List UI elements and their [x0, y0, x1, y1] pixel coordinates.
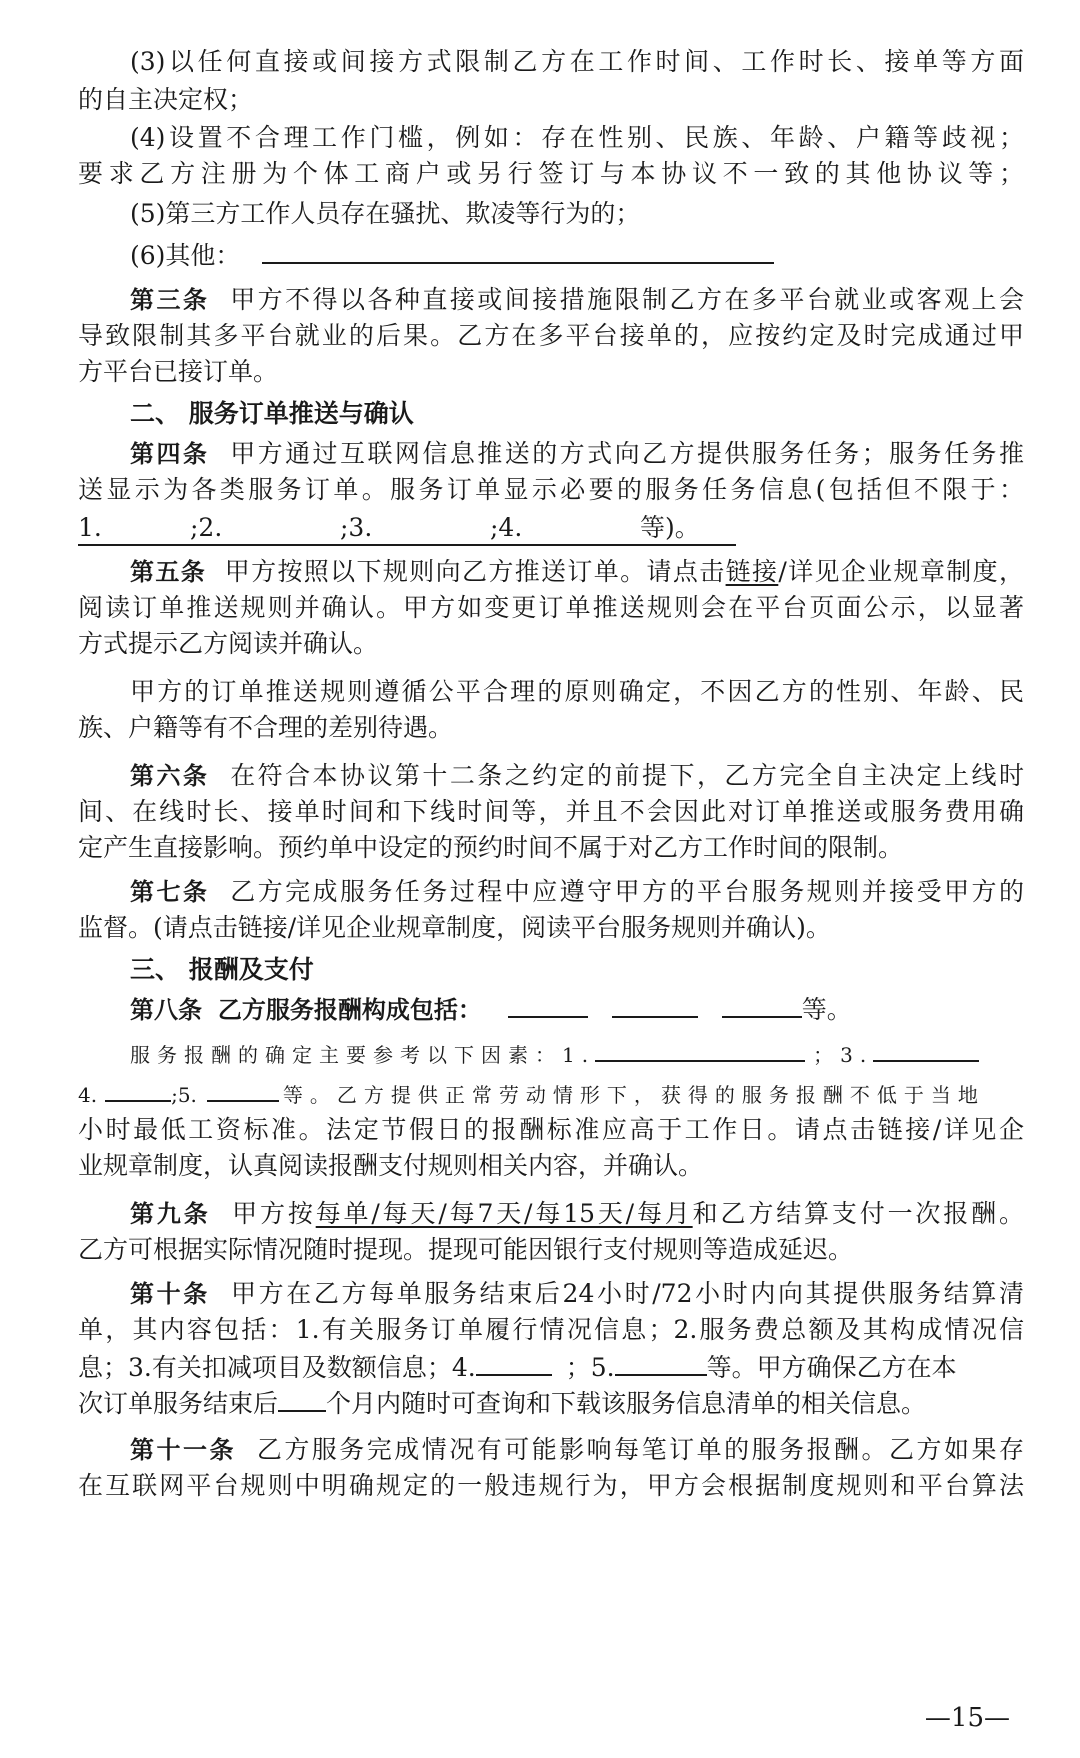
article10-line1	[130, 1276, 1024, 1312]
article3-label: 第三条	[130, 286, 210, 314]
article4-text1: 甲方通过互联网信息推送的方式向乙方提供服务任务；服务任务推	[230, 439, 1024, 468]
article8-factors-3: ；3.	[813, 1043, 874, 1067]
article8-line4: 小时最低工资标准。法定节假日的报酬标准应高于工作日。请点击链接/详见企	[78, 1115, 1024, 1144]
article8-factors-intro: 服务报酬的确定主要参考以下因素：1.	[130, 1043, 596, 1067]
article9-line2: 乙方可根据实际情况随时提现。提现可能因银行支付规则等造成延迟。	[78, 1235, 854, 1264]
article6-line2: 间、在线时长、接单时间和下线时间等，并且不会因此对订单推送或服务费用确	[78, 797, 1024, 826]
item6-blank	[262, 236, 774, 264]
article4-line1	[130, 436, 1024, 472]
clause-item6	[130, 236, 1024, 272]
article5-line2: 阅读订单推送规则并确认。甲方如变更订单推送规则会在平台页面公示，以显著	[78, 593, 1024, 622]
article4-line2: 送显示为各类服务订单。服务订单显示必要的服务任务信息(包括但不限于：	[78, 475, 1024, 504]
article5-label: 第五条	[130, 558, 207, 586]
article10-text3c: 等。甲方确保乙方在本	[706, 1353, 957, 1382]
art8-factor-blank-5	[207, 1074, 279, 1102]
article3-line1	[130, 282, 1024, 318]
article7-line2: 监督。(请点击链接/详见企业规章制度，阅读平台服务规则并确认)。	[78, 913, 831, 942]
article5-line3: 方式提示乙方阅读并确认。	[78, 629, 379, 658]
section-heading-2: 二、 服务订单推送与确认	[130, 399, 414, 428]
article5-text1b: /详见企业规章制度，	[778, 557, 1024, 586]
art4-item2: ;2.	[190, 513, 223, 542]
art10-blank-4	[476, 1348, 552, 1376]
article6-line3: 定产生直接影响。预约单中设定的预约时间不属于对乙方工作时间的限制。	[78, 833, 904, 862]
art8-blank-1	[508, 990, 588, 1018]
article10-text3b: ；5.	[565, 1353, 615, 1382]
rules-link[interactable]: 链接	[725, 557, 779, 586]
article10-line4	[78, 1384, 1024, 1420]
article11-text1: 乙方服务完成情况有可能影响每笔订单的服务报酬。乙方如果存	[256, 1435, 1024, 1464]
article10-text4a: 次订单服务结束后	[78, 1389, 279, 1418]
page-number: —15—	[924, 1703, 1010, 1733]
clause-item5: (5)第三方工作人员存在骚扰、欺凌等行为的；	[130, 199, 641, 228]
clause-item4-line2: 要求乙方注册为个体工商户或另行签订与本协议不一致的其他协议等；	[78, 159, 1024, 188]
art8-factor-blank-4	[105, 1074, 171, 1102]
article3-line2: 导致限制其多平台就业的后果。乙方在多平台接单的，应按约定及时完成通过甲	[78, 321, 1024, 350]
article11-line1	[130, 1432, 1024, 1468]
article8-text1-end: 等。	[801, 995, 852, 1024]
article10-text3a: 息；3.有关扣减项目及数额信息；4.	[78, 1353, 476, 1382]
art8-factor-blank-3	[873, 1034, 979, 1062]
article10-text1: 甲方在乙方每单服务结束后24小时/72小时内向其提供服务结算清	[231, 1279, 1024, 1308]
article5-para2-line1: 甲方的订单推送规则遵循公平合理的原则确定，不因乙方的性别、年龄、民	[130, 677, 1024, 706]
article10-line3	[78, 1348, 1024, 1384]
article8-text3: 等。乙方提供正常劳动情形下，获得的服务报酬不低于当地	[282, 1083, 985, 1107]
art4-item4: ;4.	[490, 513, 523, 542]
article10-line2: 单，其内容包括：1.有关服务订单履行情况信息；2.服务费总额及其构成情况信	[78, 1315, 1024, 1344]
article6-label: 第六条	[130, 762, 210, 790]
clause-item3-line1: (3)以任何直接或间接方式限制乙方在工作时间、工作时长、接单等方面	[130, 47, 1024, 76]
article5-line1	[130, 554, 1024, 590]
article9-label: 第九条	[130, 1200, 211, 1228]
article8-line3	[78, 1074, 1024, 1110]
article11-line2: 在互联网平台规则中明确规定的一般违规行为，甲方会根据制度规则和平台算法	[78, 1471, 1024, 1500]
article10-text4b: 个月内随时可查询和下载该服务信息清单的相关信息。	[326, 1389, 927, 1418]
article8-label: 第八条	[130, 996, 202, 1024]
article6-text1: 在符合本协议第十二条之约定的前提下，乙方完全自主决定上线时	[230, 761, 1024, 790]
article8-line1	[130, 990, 1024, 1026]
article8-text1: 乙方服务报酬构成包括：	[217, 996, 482, 1024]
clause-item4-line1: (4)设置不合理工作门槛，例如：存在性别、民族、年龄、户籍等歧视；	[130, 123, 1024, 152]
article9-text1: 甲方按	[232, 1199, 316, 1228]
article6-line1	[130, 758, 1024, 794]
article8-line5: 业规章制度，认真阅读报酬支付规则相关内容，并确认。	[78, 1151, 704, 1180]
article8-factors-4: 4.	[78, 1083, 98, 1107]
article7-label: 第七条	[130, 878, 210, 906]
section-heading-3: 三、 报酬及支付	[130, 955, 314, 984]
art10-blank-months	[278, 1384, 326, 1412]
art4-item-end: 等)。	[640, 513, 700, 542]
art4-item1: 1.	[78, 513, 102, 542]
article7-line1	[130, 874, 1024, 910]
article4-label: 第四条	[130, 440, 210, 468]
article4-line3	[78, 510, 736, 546]
article9-text1b: 和乙方结算支付一次报酬。	[692, 1199, 1024, 1228]
article5-para2-line2: 族、户籍等有不合理的差别待遇。	[78, 713, 454, 742]
article8-line2	[130, 1034, 1024, 1070]
art10-blank-5	[615, 1348, 707, 1376]
article11-label: 第十一条	[130, 1436, 236, 1464]
article3-line3: 方平台已接订单。	[78, 357, 279, 386]
clause-item6-label: (6)其他：	[130, 241, 241, 270]
art8-factor-blank-1	[595, 1034, 805, 1062]
art8-blank-2	[612, 990, 698, 1018]
article10-label: 第十条	[130, 1280, 210, 1308]
art8-blank-3	[722, 990, 802, 1018]
art4-item3: ;3.	[340, 513, 373, 542]
article8-factors-5: ;5.	[171, 1083, 197, 1107]
article7-text1: 乙方完成服务任务过程中应遵守甲方的平台服务规则并接受甲方的	[230, 877, 1024, 906]
article5-text1: 甲方按照以下规则向乙方推送订单。请点击	[224, 557, 726, 586]
settlement-period-options[interactable]: 每单/每天/每7天/每15天/每月	[315, 1199, 693, 1228]
article3-text1: 甲方不得以各种直接或间接措施限制乙方在多平台就业或客观上会	[230, 285, 1024, 314]
article9-line1	[130, 1196, 1024, 1232]
clause-item3-line2: 的自主决定权；	[78, 85, 254, 114]
